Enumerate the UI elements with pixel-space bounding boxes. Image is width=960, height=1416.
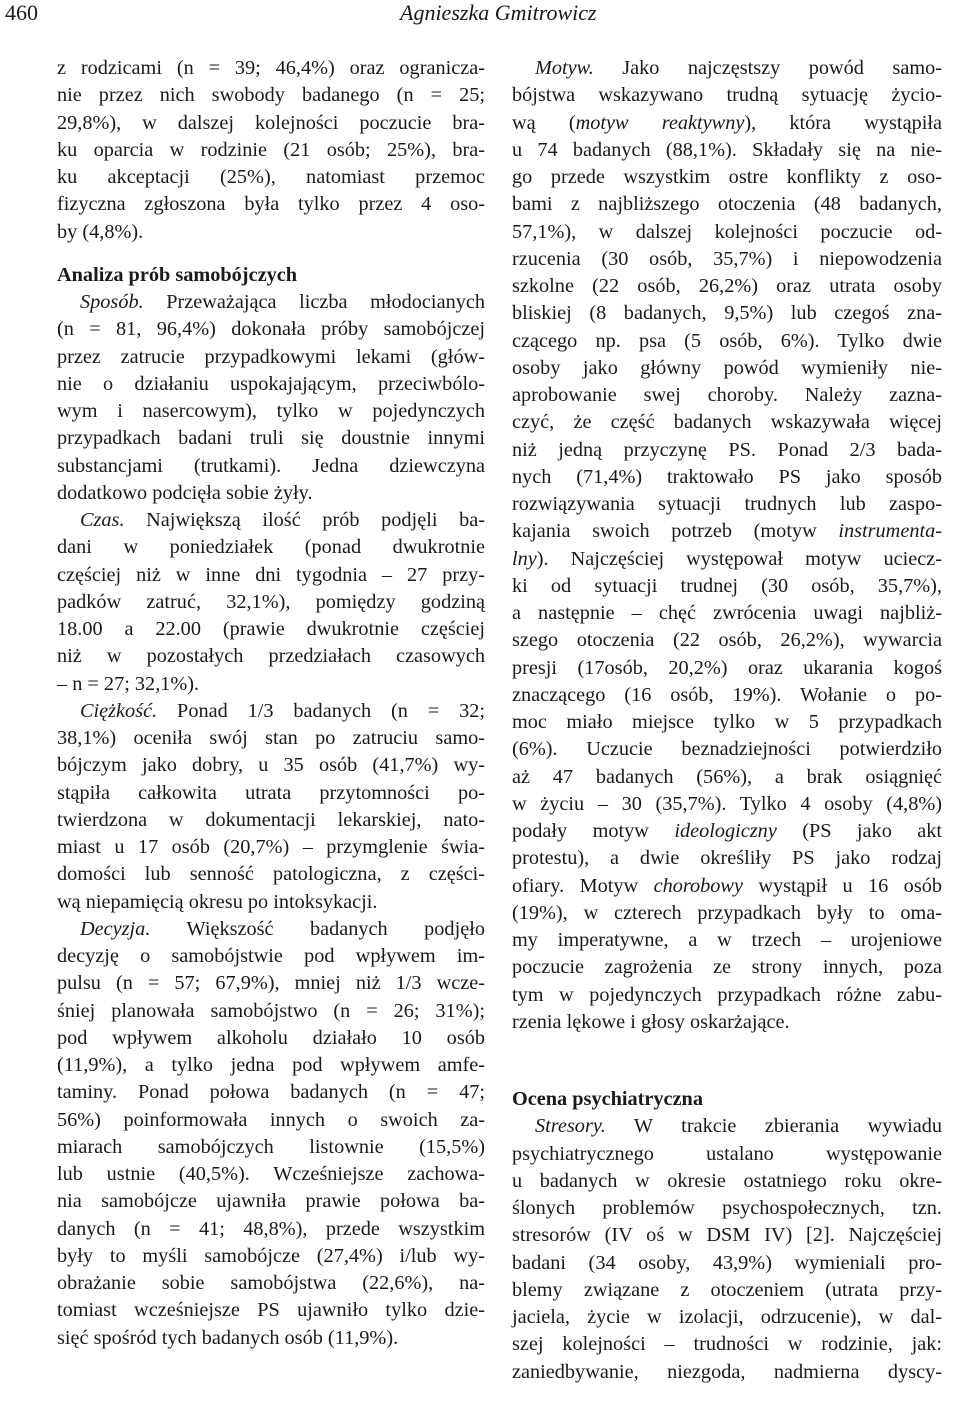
text-line: bójstwa wskazywano trudną sytuację życio- [512, 84, 942, 107]
text-line: dani w poniedziałek (ponad dwukrotnie [57, 536, 485, 559]
text-line: sięć spośród tych badanych osób (11,9%). [57, 1326, 399, 1349]
text-line: decyzję o samobójstwie pod wpływem im- [57, 945, 485, 967]
text-line: u badanych w okresie ostatniego roku okre- [512, 1169, 942, 1192]
paragraph-motive [512, 55, 942, 1036]
text-line: (n = 81, 96,4%) dokonała próby samobójczej [57, 318, 485, 341]
term-ideological-motive: ideologiczny [674, 820, 777, 842]
text-line: przez zatrucie przypadkowymi lekami (głów- [57, 345, 485, 368]
page-header [0, 0, 960, 30]
text-line: (19%), w czterech przypadkach były to oma- [512, 901, 942, 924]
text-line: domości lub senność patologiczna, z części- [57, 863, 485, 886]
text-line: miast u 17 osób (20,7%) – przymglenie świa- [57, 836, 485, 858]
text-line: stresorów (IV oś w DSM IV) [2]. Najczęściej [512, 1224, 942, 1247]
text-line: obrażanie sobie samobójstwa (22,6%), na- [57, 1272, 485, 1294]
section-heading-psychiatric-assessment: Ocena psychiatryczna [512, 1088, 703, 1110]
text-line: czyć, że część badanych wskazywała więcej [512, 411, 942, 434]
page-number: 460 [5, 0, 38, 25]
text-line: danych (n = 41; 48,8%), przede wszystkim [57, 1217, 485, 1240]
text-line: 18.00 a 22.00 (prawie dwukrotnie częściej [57, 618, 485, 640]
text-line: presji (17osób, 20,2%) oraz ukarania kogoś [512, 656, 942, 679]
spacer [57, 246, 485, 262]
text-line: bliskiej (8 badanych, 9,5%) lub czegoś zna- [512, 302, 942, 325]
text-line: kajania swoich potrzeb (motyw instrumenta- [512, 520, 942, 543]
text-line: badani (34 osoby, 43,9%) wymieniali pro- [512, 1251, 942, 1274]
text-line: zaniedbywanie, niezgoda, nadmierna dyscy- [512, 1360, 942, 1383]
term-instrumental-motive-cont: lny [512, 547, 537, 570]
term-reactive-motive: motyw reaktywny [575, 111, 745, 134]
text-line: by (4,8%). [57, 220, 144, 243]
text-line: psychiatrycznego ustalano występowanie [512, 1142, 942, 1165]
text-line: wym i nasercowym), tylko w pojedynczych [57, 400, 485, 422]
text-line: pod wpływem alkoholu działało 10 osób [57, 1026, 485, 1049]
run-in-label-decision: Decyzja. [80, 917, 151, 940]
term-instrumental-motive: instrumenta- [838, 520, 942, 543]
text-line: wą (motyw reaktywny), która wystąpiła [512, 111, 942, 134]
text-line: Ciężkość. Ponad 1/3 badanych (n = 32; [80, 699, 485, 722]
text-line: protestu), a dwie określiły PS jako rodzaj [512, 847, 942, 870]
text-line: nie o działaniu uspokajającym, przeciwbólo- [57, 372, 485, 395]
text-line: Decyzja. Większość badanych podjęło [80, 917, 485, 940]
text-line: pulsu (n = 57; 67,9%), mniej niż 1/3 wcze- [57, 972, 485, 995]
text-line: z rodzicami (n = 39; 46,4%) oraz ogranicza- [57, 57, 485, 79]
paragraph-severity [57, 698, 485, 916]
text-line: u 74 badanych (88,1%). Składały się na nie- [512, 138, 942, 161]
text-line: miarach samobójczych listownie (15,5%) [57, 1135, 485, 1158]
text-line: śniej planowała samobójstwo (n = 26; 31%); [57, 999, 485, 1022]
text-line: a następnie – chęć zwrócenia uwagi najbliż- [512, 602, 942, 624]
text-line: niż w pozostałych przedziałach czasowych [57, 645, 485, 668]
run-in-label-time: Czas. [80, 509, 125, 531]
text-line: lny). Najczęściej występował motyw uciecz- [512, 547, 942, 570]
text-line: w życiu – 30 (35,7%). Tylko 4 osoby (4,8%) [512, 792, 942, 815]
text-line: taminy. Ponad połowa badanych (n = 47; [57, 1081, 485, 1104]
text-line: blemy związane z otoczeniem (utrata przy- [512, 1278, 942, 1301]
text-line: nia samobójcze ujawniła prawie połowa ba- [57, 1190, 485, 1213]
text-line: ku oparcia w rodzinie (21 osób; 25%), bra- [57, 138, 485, 161]
paragraph-method [57, 289, 485, 507]
text-line: częściej niż w inne dni tygodnia – 27 przy- [57, 563, 485, 586]
text-line: 29,8%), w dalszej kolejności poczucie bra- [57, 111, 485, 134]
text-line: ofiary. Motyw chorobowy wystąpił u 16 osób [512, 874, 942, 897]
text-line: padków zatruć, 32,1%), pomiędzy godziną [57, 590, 485, 613]
text-line: poczucie zagrożenia ze strony innych, poza [512, 956, 942, 979]
text-line: my imperatywne, a w trzech – urojeniowe [512, 929, 942, 951]
right-column [512, 55, 942, 1386]
text-line: 38,1%) oceniła swój stan po zatruciu samo- [57, 727, 485, 749]
text-line: 57,1%), w dalszej kolejności poczucie od- [512, 220, 942, 243]
text-line: bami z najbliższego otoczenia (48 badanych, [512, 193, 942, 216]
text-line: 56%) poinformowała innych o swoich za- [57, 1108, 485, 1131]
text-line: niż jedną przyczynę PS. Ponad 2/3 bada- [512, 438, 942, 461]
text-line: stąpiła całkowita utrata przytomności po- [57, 781, 485, 804]
text-line: znaczącego (16 osób, 19%). Wołanie o po- [512, 683, 942, 706]
text-line: były to myśli samobójcze (27,4%) i/lub wy- [57, 1244, 485, 1267]
text-line: wą niepamięcią okresu po intoksykacji. [57, 890, 378, 913]
paragraph-stressors [512, 1113, 942, 1386]
text-line: przypadkach badani truli się doustnie innymi [57, 427, 485, 450]
text-line: dodatkowo podcięła sobie żyły. [57, 481, 313, 504]
text-line: Sposób. Przeważająca liczba młodocianych [80, 291, 485, 313]
text-line: ki od sytuacji trudnej (30 osób, 35,7%), [512, 574, 942, 597]
text-line: aprobowanie swej choroby. Należy zazna- [512, 384, 942, 406]
paragraph-decision [57, 916, 485, 1352]
term-illness-motive: chorobowy [653, 874, 743, 897]
text-line: Stresory. W trakcie zbierania wywiadu [535, 1115, 942, 1138]
run-in-label-motive: Motyw. [535, 57, 594, 79]
text-line: ślonych problemów psychospołecznych, tzn. [512, 1197, 942, 1219]
run-in-label-method: Sposób. [80, 291, 144, 313]
text-line: Motyw. Jako najczęstszy powód samo- [535, 57, 942, 79]
text-line: lub ustnie (40,5%). Wcześniejsze zachowa- [57, 1163, 485, 1185]
run-in-label-stressors: Stresory. [535, 1115, 606, 1138]
text-line: podały motyw ideologiczny (PS jako akt [512, 820, 942, 842]
text-line: ku akceptacji (25%), natomiast przemoc [57, 166, 485, 188]
text-line: szkolne (22 osób, 26,2%) oraz utrata osoby [512, 275, 942, 297]
text-line: osoby jako główny powód wymieniły nie- [512, 356, 942, 379]
left-column [57, 55, 485, 1352]
text-line: go przede wszystkim ostre konflikty z oso- [512, 166, 942, 188]
text-line: bójczym jako dobry, u 35 osób (41,7%) wy- [57, 754, 485, 777]
text-line: rzucenia (30 osób, 35,7%) i niepowodzenia [512, 247, 942, 270]
spacer [512, 1036, 942, 1086]
text-line: – n = 27; 32,1%). [57, 672, 200, 695]
text-line: szej kolejności – trudności w rodzinie, jak: [512, 1333, 942, 1356]
text-line: moc miało miejsce tylko w 5 przypadkach [512, 711, 942, 733]
text-line: aż 47 badanych (56%), a brak osiągnięć [512, 765, 942, 788]
section-heading-suicide-attempts: Analiza prób samobójczych [57, 263, 297, 286]
text-line: tym w pojedynczych przypadkach różne zabu- [512, 983, 942, 1006]
text-line: tomiast wcześniejsze PS ujawniło tylko dzie- [57, 1299, 485, 1322]
text-line: rozwiązywania sytuacji trudnych lub zaspo- [512, 493, 942, 515]
running-head-author: Agnieszka Gmitrowicz [400, 0, 597, 25]
text-line: czącego np. psa (5 osób, 6%). Tylko dwie [512, 329, 942, 352]
text-line: nie przez nich swobody badanego (n = 25; [57, 84, 485, 107]
text-line: Czas. Największą ilość prób podjęli ba- [80, 509, 485, 531]
text-line: twierdzona w dokumentacji lekarskiej, nato- [57, 808, 485, 831]
text-line: (11,9%), a tylko jedna pod wpływem amfe- [57, 1054, 485, 1076]
text-line: fizyczna zgłoszona była tylko przez 4 oso- [57, 193, 485, 216]
text-line: (6%). Uczucie beznadziejności potwierdziło [512, 738, 942, 761]
paragraph-time [57, 507, 485, 698]
text-line: nych (71,4%) traktowało PS jako sposób [512, 465, 942, 488]
run-in-label-severity: Ciężkość. [80, 699, 158, 722]
paragraph-family-conflicts [57, 55, 485, 246]
text-line: szego otoczenia (22 osób, 26,2%), wywarcia [512, 629, 942, 652]
text-line: rzenia lękowe i głosy oskarżające. [512, 1010, 790, 1033]
text-line: substancjami (trutkami). Jedna dziewczyna [57, 454, 485, 477]
text-line: jaciela, życie w izolacji, odrzucenie), w dal- [512, 1306, 942, 1328]
